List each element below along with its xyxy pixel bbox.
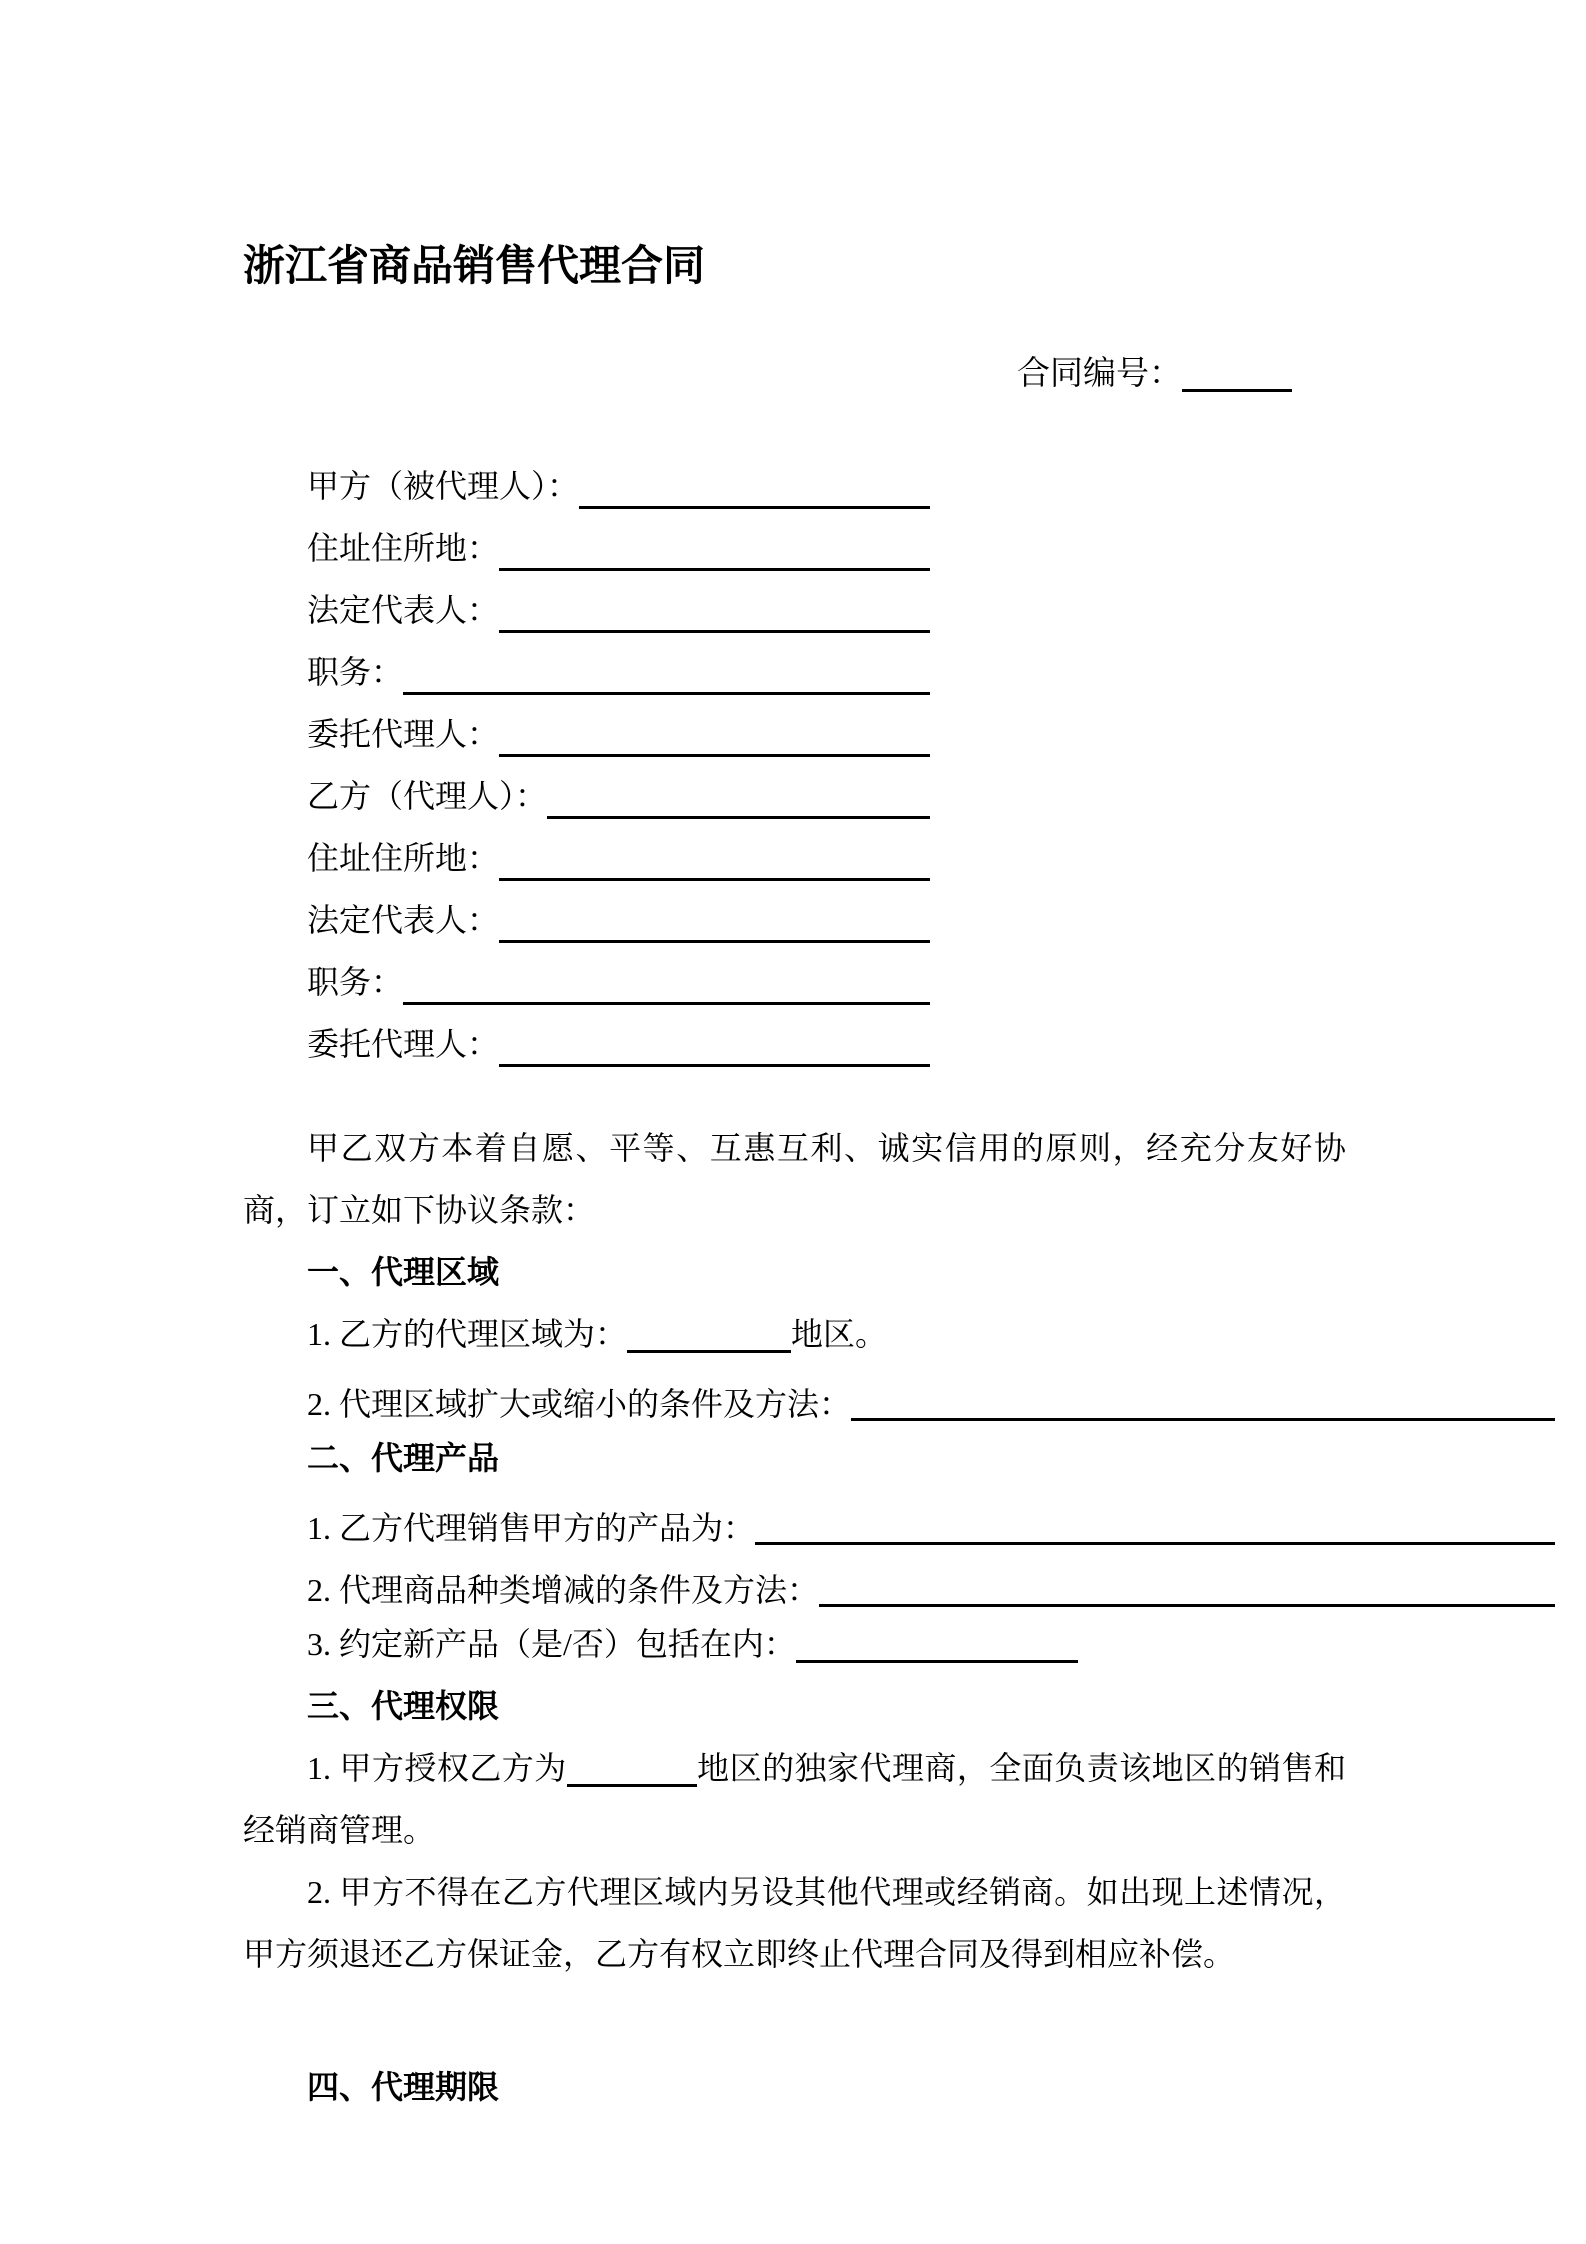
section-2-item-1 <box>243 1489 1555 1551</box>
party-b-legal-rep-label: 法定代表人： <box>307 902 500 938</box>
party-a-position-label: 职务： <box>307 654 404 690</box>
party-a-agent-label: 委托代理人： <box>307 716 500 752</box>
section-1-item-2 <box>243 1365 1555 1427</box>
party-a-address-label: 住址住所地： <box>307 530 500 566</box>
field-row-party-b-position <box>307 943 930 1005</box>
party-b-agent-label: 委托代理人： <box>307 1026 500 1062</box>
region-change-blank[interactable] <box>851 1378 1555 1421</box>
field-row-party-a-position <box>307 633 930 695</box>
field-row-party-a-name <box>307 447 930 509</box>
party-a-name-label: 甲方（被代理人）： <box>307 468 580 504</box>
agency-region-blank[interactable] <box>627 1324 791 1353</box>
party-b-legal-rep-blank[interactable] <box>499 900 930 943</box>
section-1-item-2-label: 2. 代理区域扩大或缩小的条件及方法： <box>307 1386 852 1422</box>
field-row-party-a-agent <box>307 695 930 757</box>
party-b-name-label: 乙方（代理人）： <box>307 778 548 814</box>
section-1-item-1-text: 1. 乙方的代理区域为： <box>307 1316 628 1352</box>
party-a-position-blank[interactable] <box>403 652 930 695</box>
section-2-item-3-label: 3. 约定新产品（是/否）包括在内： <box>307 1626 796 1662</box>
intro-paragraph: 甲乙双方本着自愿、平等、互惠互利、诚实信用的原则，经充分友好协商，订立如下协议条款： <box>243 1130 1346 1228</box>
party-b-address-label: 住址住所地： <box>307 840 500 876</box>
party-a-legal-rep-label: 法定代表人： <box>307 592 500 628</box>
section-3-item-1 <box>243 1737 1346 1861</box>
product-change-blank[interactable] <box>819 1564 1555 1607</box>
section-3-item-1-suffix: 地区的独家代理商，全面负责该地区的销售和经销商管理。 <box>243 1750 1346 1848</box>
field-row-party-a-address <box>307 509 930 571</box>
section-1-heading: 一、代理区域 <box>307 1254 500 1290</box>
party-b-position-label: 职务： <box>307 964 404 1000</box>
section-3-item-2: 2. 甲方不得在乙方代理区域内另设其他代理或经销商。如出现上述情况，甲方须退还乙方保证金，乙方有权立即终止代理合同及得到相应补偿。 <box>243 1874 1346 1972</box>
party-a-legal-rep-blank[interactable] <box>499 590 930 633</box>
section-3-heading: 三、代理权限 <box>307 1688 500 1724</box>
field-row-party-b-name <box>307 757 930 819</box>
party-b-agent-blank[interactable] <box>499 1024 930 1067</box>
section-2-item-2-label: 2. 代理商品种类增减的条件及方法： <box>307 1572 820 1608</box>
contract-number-row <box>243 354 1346 394</box>
party-a-address-blank[interactable] <box>499 528 930 571</box>
section-1-item-1-suffix: 地区。 <box>791 1316 888 1352</box>
party-a-agent-blank[interactable] <box>499 714 930 757</box>
section-2-item-1-label: 1. 乙方代理销售甲方的产品为： <box>307 1510 756 1546</box>
field-row-party-b-agent <box>307 1005 930 1067</box>
products-blank[interactable] <box>755 1502 1555 1545</box>
section-4-heading: 四、代理期限 <box>307 2069 500 2105</box>
exclusive-region-blank[interactable] <box>567 1758 697 1787</box>
party-b-position-blank[interactable] <box>403 962 930 1005</box>
party-fields <box>243 447 1346 1067</box>
field-row-party-b-address <box>307 819 930 881</box>
party-b-address-blank[interactable] <box>499 838 930 881</box>
party-b-name-blank[interactable] <box>547 776 930 819</box>
field-row-party-b-legal-rep <box>307 881 930 943</box>
contract-number-blank[interactable] <box>1182 363 1292 392</box>
field-row-party-a-legal-rep <box>307 571 930 633</box>
party-a-name-blank[interactable] <box>579 466 930 509</box>
section-2-item-2 <box>243 1551 1555 1613</box>
new-product-blank[interactable] <box>796 1634 1078 1663</box>
section-1-item-1 <box>243 1303 1346 1365</box>
contract-number-label: 合同编号： <box>1017 356 1182 392</box>
section-2-item-3 <box>243 1613 1346 1675</box>
page-title: 浙江省商品销售代理合同 <box>243 242 706 289</box>
section-3-item-1-text: 1. 甲方授权乙方为 <box>307 1750 567 1786</box>
section-2-heading: 二、代理产品 <box>307 1440 500 1476</box>
